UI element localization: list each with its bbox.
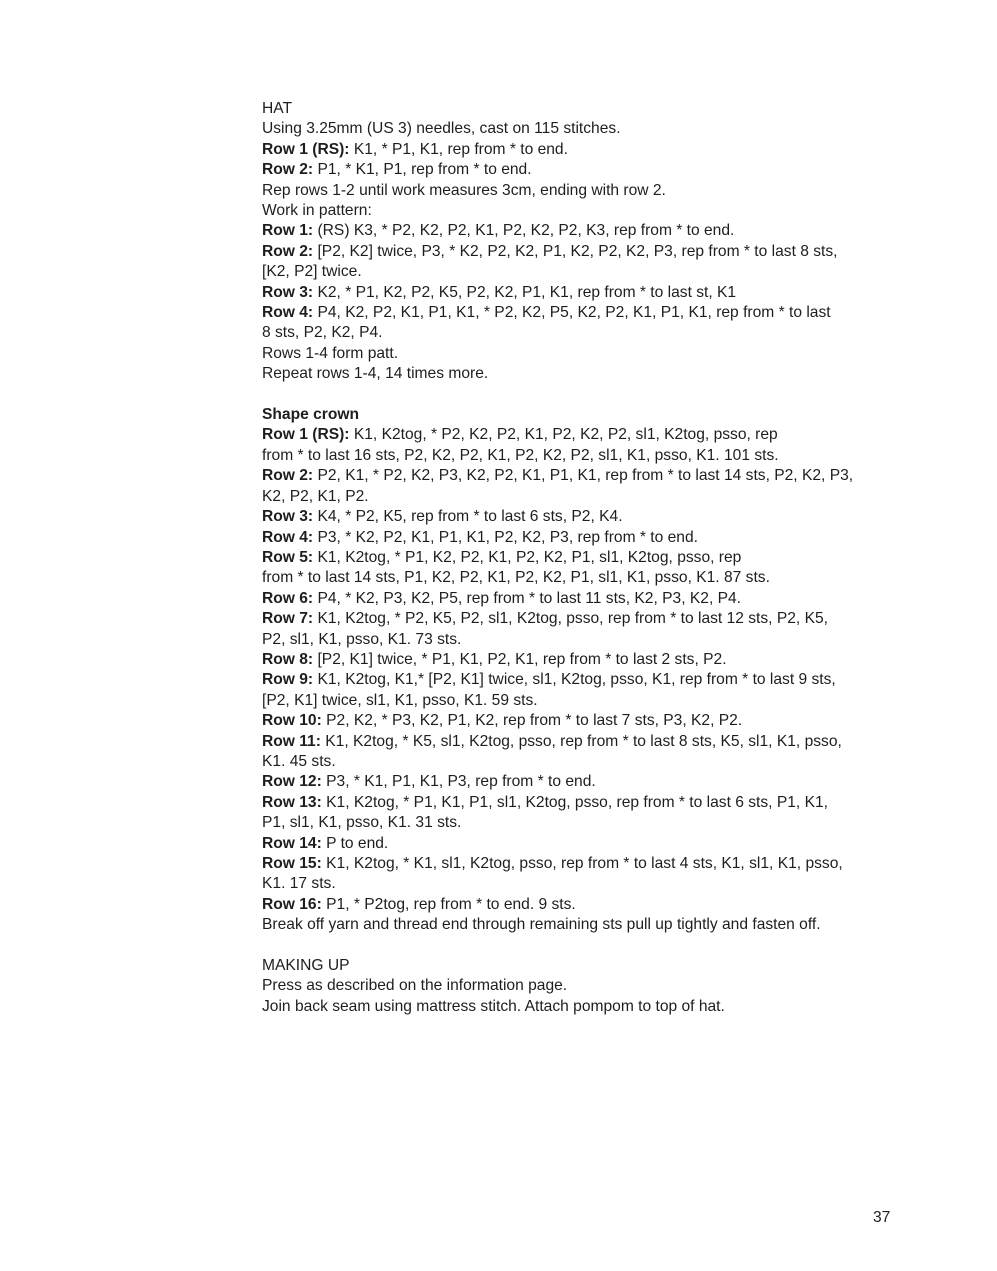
crown-row-14: [262, 834, 902, 854]
crown-row-15-continued: K1. 17 sts.: [262, 875, 336, 893]
pattern-text-column: [262, 99, 902, 1017]
row-text: P2, K1, * P2, K2, P3, K2, P2, K1, P1, K1, rep from * to last 14 sts, P2, K2, P3,: [313, 467, 854, 485]
row-label: Row 8:: [262, 650, 314, 668]
row-text: K1, K2tog, K1,* [P2, K1] twice, sl1, K2tog, psso, K1, rep from * to last 9 sts,: [313, 671, 836, 689]
pattern-row-2: [262, 242, 902, 262]
row-label: Row 3:: [262, 508, 314, 526]
crown-row-13: [262, 793, 902, 813]
pattern-row-1: [262, 221, 902, 241]
row-label: Row 12:: [262, 773, 322, 791]
row-label: Row 1:: [262, 222, 314, 240]
row-label: Row 1 (RS):: [262, 426, 350, 444]
row-text: P2, K2, * P3, K2, P1, K2, rep from * to last 7 sts, P3, K2, P2.: [321, 712, 743, 730]
pattern-row-4: [262, 303, 902, 323]
crown-row-11-continued: K1. 45 sts.: [262, 752, 336, 770]
row-text: (RS) K3, * P2, K2, P2, K1, P2, K2, P2, K3, rep from * to end.: [313, 222, 735, 240]
pattern-row-2-continued: [K2, P2] twice.: [262, 263, 362, 281]
row-label: Row 1 (RS):: [262, 140, 350, 158]
join-instruction: Join back seam using mattress stitch. Attach pompom to top of hat.: [262, 997, 725, 1015]
crown-row-1: [262, 425, 902, 445]
row-label: Row 5:: [262, 548, 314, 566]
crown-row-9: [262, 670, 902, 690]
row-text: P4, K2, P2, K1, P1, K1, * P2, K2, P5, K2, P2, K1, P1, K1, rep from * to last: [313, 304, 831, 322]
crown-row-10: [262, 711, 902, 731]
crown-row-4: [262, 528, 902, 548]
rib-row-1: [262, 140, 902, 160]
section-spacer: [262, 936, 902, 956]
rep-rib-instruction: Rep rows 1-2 until work measures 3cm, ending with row 2.: [262, 181, 666, 199]
row-text: P3, * K2, P2, K1, P1, K1, P2, K2, P3, rep from * to end.: [313, 528, 698, 546]
row-text: K4, * P2, K5, rep from * to last 6 sts, P2, K4.: [313, 508, 623, 526]
row-text: [P2, K1] twice, * P1, K1, P2, K1, rep from * to last 2 sts, P2.: [313, 650, 727, 668]
row-text: [P2, K2] twice, P3, * K2, P2, K2, P1, K2, P2, K2, P3, rep from * to last 8 sts,: [313, 242, 838, 260]
crown-row-15: [262, 854, 902, 874]
row-label: Row 16:: [262, 895, 322, 913]
row-label: Row 3:: [262, 283, 314, 301]
crown-row-1-continued: from * to last 16 sts, P2, K2, P2, K1, P2, K2, P2, sl1, K1, psso, K1. 101 sts.: [262, 446, 779, 464]
crown-row-9-continued: [P2, K1] twice, sl1, K1, psso, K1. 59 sts.: [262, 691, 538, 709]
row-text: K1, K2tog, * K1, sl1, K2tog, psso, rep from * to last 4 sts, K1, sl1, K1, psso,: [321, 855, 843, 873]
page-number: 37: [873, 1209, 891, 1226]
row-text: K1, * P1, K1, rep from * to end.: [349, 140, 568, 158]
row-text: K1, K2tog, * P1, K2, P2, K1, P2, K2, P1, sl1, K2tog, psso, rep: [313, 548, 742, 566]
crown-row-5-continued: from * to last 14 sts, P1, K2, P2, K1, P2, K2, P1, sl1, K1, psso, K1. 87 sts.: [262, 569, 770, 587]
row-text: K1, K2tog, * K5, sl1, K2tog, psso, rep from * to last 8 sts, K5, sl1, K1, psso,: [320, 732, 842, 750]
crown-row-6: [262, 589, 902, 609]
crown-row-2: [262, 466, 902, 486]
row-label: Row 7:: [262, 610, 314, 628]
shape-crown-heading: Shape crown: [262, 406, 360, 424]
row-text: P4, * K2, P3, K2, P5, rep from * to last 11 sts, K2, P3, K2, P4.: [313, 589, 742, 607]
crown-row-3: [262, 507, 902, 527]
row-label: Row 4:: [262, 304, 314, 322]
crown-row-5: [262, 548, 902, 568]
work-pattern-instruction: Work in pattern:: [262, 202, 372, 220]
press-instruction: Press as described on the information page.: [262, 977, 568, 995]
row-text: P1, * P2tog, rep from * to end. 9 sts.: [321, 895, 576, 913]
crown-row-7: [262, 609, 902, 629]
crown-row-16: [262, 895, 902, 915]
crown-row-12: [262, 772, 902, 792]
section-spacer: [262, 385, 902, 405]
break-off-instruction: Break off yarn and thread end through remaining sts pull up tightly and fasten off.: [262, 916, 821, 934]
crown-row-13-continued: P1, sl1, K1, psso, K1. 31 sts.: [262, 814, 462, 832]
rib-row-2: [262, 160, 902, 180]
pattern-row-3: [262, 283, 902, 303]
row-text: P to end.: [321, 834, 389, 852]
row-text: K1, K2tog, * P2, K2, P2, K1, P2, K2, P2, sl1, K2tog, psso, rep: [349, 426, 778, 444]
row-text: P1, * K1, P1, rep from * to end.: [313, 161, 532, 179]
hat-heading: HAT: [262, 100, 293, 117]
row-label: Row 11:: [262, 732, 321, 750]
row-text: P3, * K1, P1, K1, P3, rep from * to end.: [321, 773, 596, 791]
row-text: K2, * P1, K2, P2, K5, P2, K2, P1, K1, rep from * to last st, K1: [313, 283, 737, 301]
row-label: Row 2:: [262, 242, 314, 260]
pattern-row-4-continued: 8 sts, P2, K2, P4.: [262, 324, 383, 342]
row-label: Row 15:: [262, 855, 322, 873]
row-label: Row 6:: [262, 589, 314, 607]
crown-row-8: [262, 650, 902, 670]
crown-row-2-continued: K2, P2, K1, P2.: [262, 487, 369, 505]
making-up-heading: MAKING UP: [262, 957, 350, 975]
row-label: Row 14:: [262, 834, 322, 852]
row-label: Row 2:: [262, 467, 314, 485]
row-label: Row 13:: [262, 793, 322, 811]
row-label: Row 9:: [262, 671, 314, 689]
row-text: K1, K2tog, * P1, K1, P1, sl1, K2tog, psso, rep from * to last 6 sts, P1, K1,: [321, 793, 828, 811]
cast-on-instruction: Using 3.25mm (US 3) needles, cast on 115 stitches.: [262, 120, 621, 138]
row-label: Row 2:: [262, 161, 314, 179]
row-label: Row 4:: [262, 528, 314, 546]
repeat-instruction: Repeat rows 1-4, 14 times more.: [262, 365, 489, 383]
form-patt-note: Rows 1-4 form patt.: [262, 344, 399, 362]
row-text: K1, K2tog, * P2, K5, P2, sl1, K2tog, psso, rep from * to last 12 sts, P2, K5,: [313, 610, 828, 628]
crown-row-11: [262, 732, 902, 752]
crown-row-7-continued: P2, sl1, K1, psso, K1. 73 sts.: [262, 630, 462, 648]
row-label: Row 10:: [262, 712, 322, 730]
